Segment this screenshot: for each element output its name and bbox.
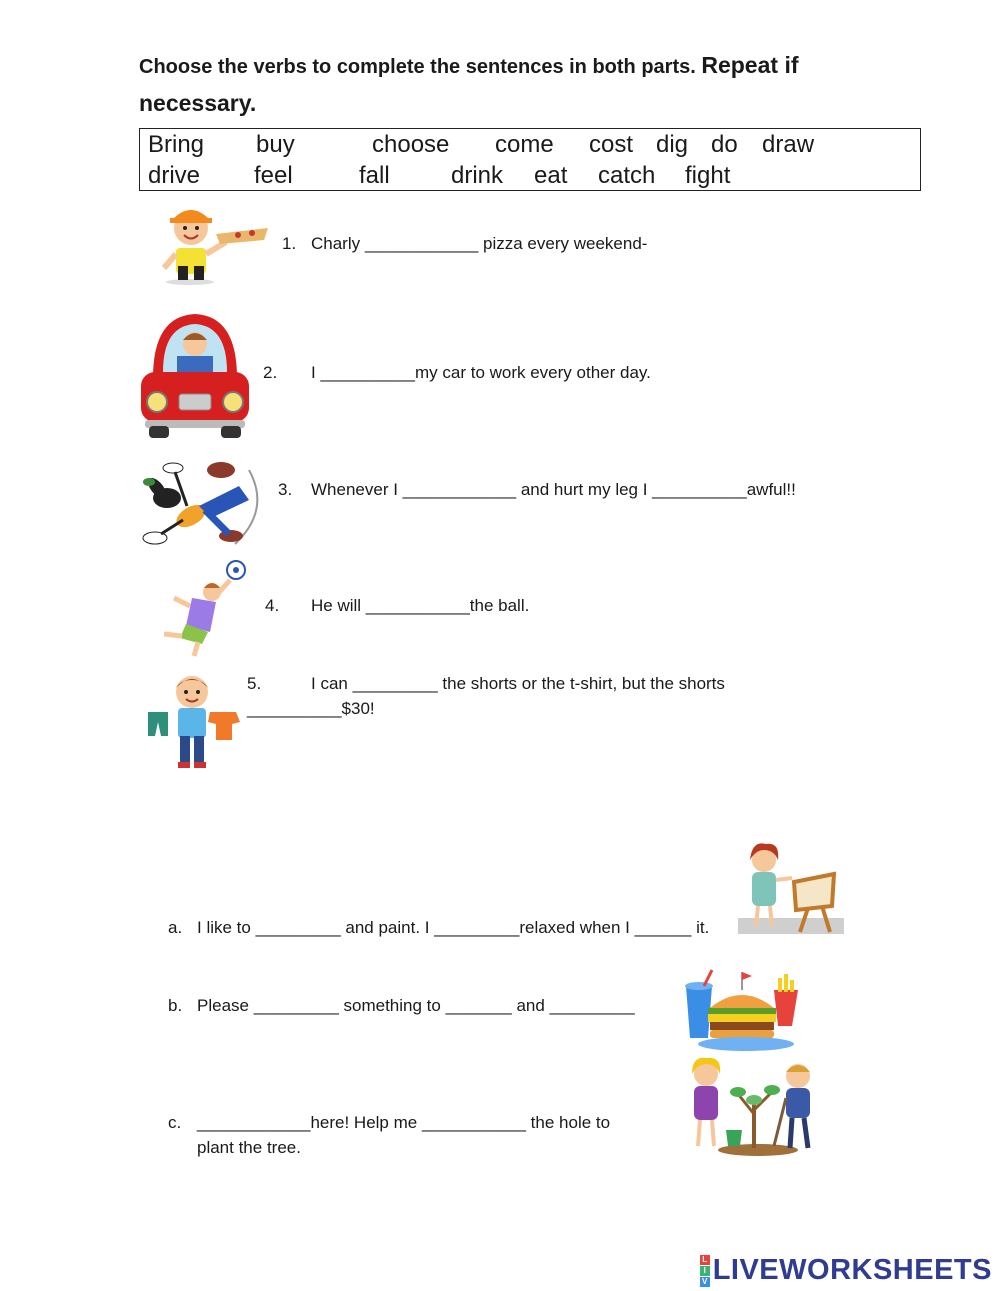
item-4-number: 4.	[265, 596, 280, 615]
word-drink: drink	[451, 162, 504, 189]
item-3-sentence: Whenever I ____________ and hurt my leg I __________awful!!	[311, 480, 796, 499]
word-bank	[139, 128, 921, 191]
word-draw: draw	[762, 131, 815, 158]
item-1-sentence: Charly ____________ pizza every weekend-	[311, 234, 648, 253]
car-driver-icon	[139, 308, 251, 440]
brand-name: LIVEWORKSHEETS	[712, 1254, 992, 1286]
item-c-sentence-continued: plant the tree.	[197, 1138, 301, 1157]
word-drive: drive	[148, 162, 201, 189]
item-c-letter: c.	[168, 1113, 182, 1132]
item-1-number: 1.	[282, 234, 297, 253]
item-a-sentence: I like to _________ and paint. I _________relaxed when I ______ it.	[197, 918, 710, 937]
word-buy: buy	[256, 131, 295, 158]
word-choose: choose	[372, 131, 450, 158]
instructions-part4: necessary.	[139, 90, 257, 116]
word-fight: fight	[685, 162, 731, 189]
item-a-letter: a.	[168, 918, 183, 937]
item-5-sentence: I can _________ the shorts or the t-shirt, but the shorts	[311, 674, 725, 693]
word-catch: catch	[598, 162, 656, 189]
word-feel: feel	[254, 162, 293, 189]
boy-with-clothes-icon	[144, 670, 240, 774]
word-cost: cost	[589, 131, 634, 158]
boy-catching-ball-icon	[154, 558, 250, 658]
item-2-sentence: I __________my car to work every other day.	[311, 363, 651, 382]
liveworksheets-logo	[700, 1254, 992, 1287]
instructions-part1: Choose the verbs to complete the sentences in both parts	[139, 56, 691, 78]
logo-tile-i: I	[700, 1266, 710, 1276]
item-2-number: 2.	[263, 363, 278, 382]
word-do: do	[711, 131, 738, 158]
instructions-heading	[139, 48, 899, 124]
falling-dog-icon	[139, 450, 267, 550]
item-5-number: 5.	[247, 674, 262, 693]
item-b-letter: b.	[168, 996, 183, 1015]
pizza-boy-icon	[150, 194, 272, 286]
item-4-sentence: He will ___________the ball.	[311, 596, 530, 615]
logo-tile-v: V	[700, 1277, 710, 1287]
word-dig: dig	[656, 131, 689, 158]
word-bring: Bring	[148, 131, 205, 158]
word-fall: fall	[359, 162, 390, 189]
instructions-part3: Repeat if	[701, 52, 799, 78]
item-5-sentence-continued: __________$30!	[247, 699, 375, 718]
logo-tiles	[700, 1255, 710, 1287]
item-3-number: 3.	[278, 480, 293, 499]
word-eat: eat	[534, 162, 568, 189]
word-come: come	[495, 131, 554, 158]
item-b-sentence: Please _________ something to _______ and _________	[197, 996, 635, 1015]
logo-tile-l: L	[700, 1255, 710, 1265]
instructions-part2: .	[690, 56, 702, 78]
item-c-sentence: ____________here! Help me ___________ the hole to	[197, 1113, 611, 1132]
kids-planting-tree-icon	[682, 1054, 824, 1162]
girl-painting-icon	[738, 838, 844, 938]
fast-food-icon	[682, 968, 806, 1054]
